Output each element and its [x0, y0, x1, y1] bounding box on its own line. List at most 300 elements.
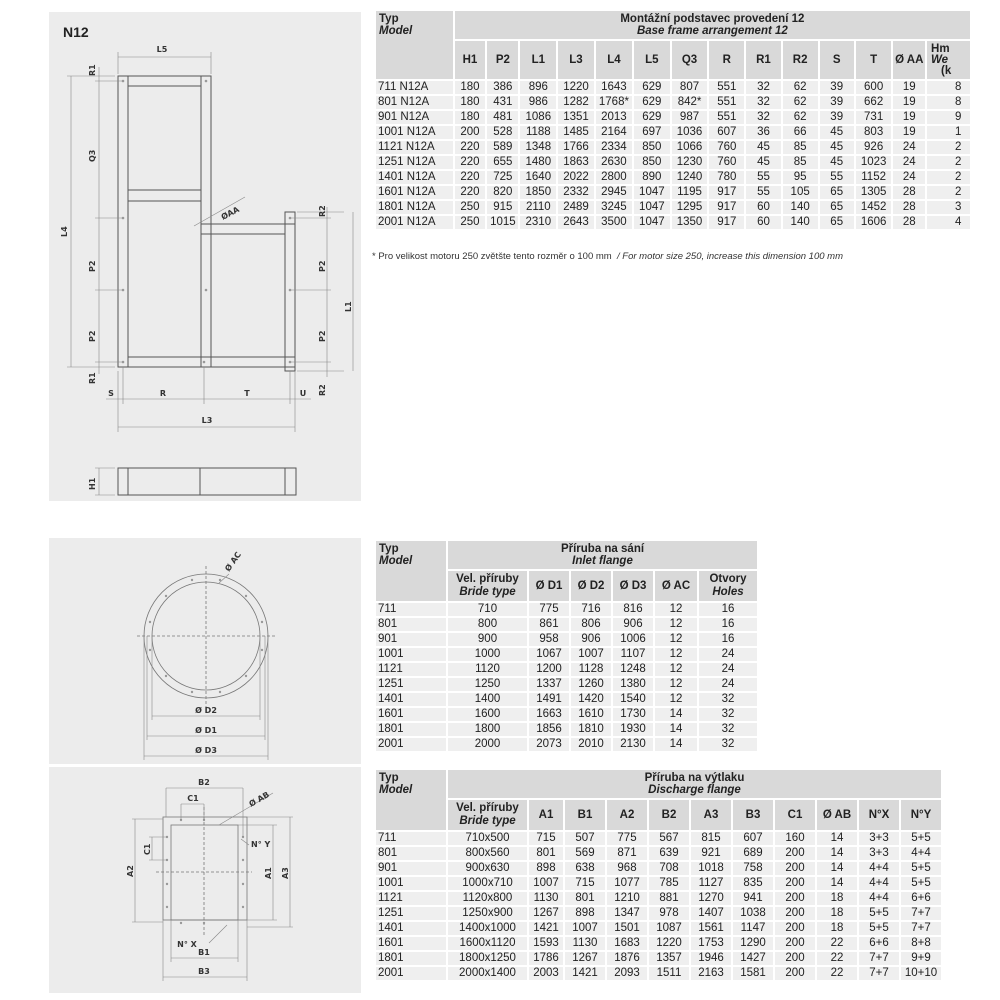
value-cell: 1230: [672, 156, 708, 169]
value-cell: 820: [487, 186, 518, 199]
value-cell: 815: [691, 832, 731, 845]
value-cell: 6+6: [901, 892, 941, 905]
bride-header-cz: Vel. příruby: [456, 802, 519, 814]
value-cell: 12: [655, 678, 697, 691]
value-cell: 1348: [520, 141, 556, 154]
value-cell: 5+5: [859, 922, 899, 935]
value-cell: 1015: [487, 216, 518, 229]
value-cell: 62: [783, 81, 818, 94]
table-row: [376, 678, 757, 691]
column-header: A1: [529, 800, 563, 830]
model-cell: 711 N12A: [376, 81, 453, 94]
group-header-en: Discharge flange: [648, 784, 741, 796]
dim-label-L5: L5: [156, 45, 168, 54]
bride-header-en: Bride type: [459, 815, 516, 827]
weight-cell: 9: [927, 111, 970, 124]
weight-column-header: [927, 41, 970, 79]
value-cell: 14: [817, 847, 857, 860]
value-cell: 629: [634, 96, 670, 109]
dim-label-R: R: [159, 389, 167, 398]
value-cell: 60: [746, 216, 780, 229]
value-cell: 1683: [607, 937, 647, 950]
dim-label-R1: R1: [88, 64, 97, 76]
model-header-cz: Typ: [379, 13, 399, 25]
value-cell: 1267: [565, 952, 605, 965]
value-cell: 2130: [613, 738, 653, 751]
column-header: T: [856, 41, 892, 79]
value-cell: 32: [746, 111, 780, 124]
value-cell: 12: [655, 648, 697, 661]
value-cell: 3+3: [859, 832, 899, 845]
value-cell: 14: [655, 723, 697, 736]
inlet-flange-drawing-panel: [49, 538, 361, 764]
value-cell: 567: [649, 832, 689, 845]
value-cell: 780: [709, 171, 744, 184]
value-cell: 14: [655, 738, 697, 751]
holes-header: [699, 571, 757, 601]
group-header: [448, 770, 941, 798]
column-header: P2: [487, 41, 518, 79]
value-cell: 2332: [558, 186, 594, 199]
value-cell: 45: [746, 141, 780, 154]
value-cell: 39: [820, 96, 854, 109]
value-cell: 7+7: [859, 967, 899, 980]
column-header: N°Y: [901, 800, 941, 830]
dim-label-D3: Ø D3: [195, 746, 217, 755]
value-cell: 941: [733, 892, 773, 905]
value-cell: 5+5: [901, 862, 941, 875]
discharge-flange-table: [374, 768, 943, 982]
model-cell: 801 N12A: [376, 96, 453, 109]
group-header: [455, 11, 970, 39]
value-cell: 14: [655, 708, 697, 721]
value-cell: 22: [817, 967, 857, 980]
value-cell: 36: [746, 126, 780, 139]
value-cell: 4+4: [901, 847, 941, 860]
base-frame-table: [374, 9, 972, 231]
value-cell: 1407: [691, 907, 731, 920]
value-cell: 1220: [649, 937, 689, 950]
value-cell: 32: [746, 96, 780, 109]
table-row: [376, 952, 941, 965]
inlet-flange-drawing: [49, 538, 361, 764]
value-cell: 1540: [613, 693, 653, 706]
value-cell: 5+5: [859, 907, 899, 920]
value-cell: 2093: [607, 967, 647, 980]
value-cell: 65: [820, 201, 854, 214]
model-cell: 1251 N12A: [376, 156, 453, 169]
value-cell: 3+3: [859, 847, 899, 860]
value-cell: 7+7: [901, 907, 941, 920]
value-cell: 1380: [613, 678, 653, 691]
value-cell: 1768*: [596, 96, 632, 109]
value-cell: 986: [520, 96, 556, 109]
group-header-en: Inlet flange: [572, 555, 633, 567]
column-header: B3: [733, 800, 773, 830]
model-cell: 801: [376, 618, 446, 631]
table-row: [376, 832, 941, 845]
holes-cell: 16: [699, 633, 757, 646]
bride-cell: 1600x1120: [448, 937, 527, 950]
value-cell: 1351: [558, 111, 594, 124]
value-cell: 898: [565, 907, 605, 920]
group-header: [448, 541, 757, 569]
weight-cell: 2: [927, 141, 970, 154]
value-cell: 607: [733, 832, 773, 845]
value-cell: 160: [775, 832, 815, 845]
table-row: [376, 937, 941, 950]
bride-cell: 1400x1000: [448, 922, 527, 935]
value-cell: 715: [565, 877, 605, 890]
value-cell: 6+6: [859, 937, 899, 950]
bride-cell: 1120: [448, 663, 527, 676]
discharge-flange-drawing: [49, 767, 361, 993]
value-cell: 60: [746, 201, 780, 214]
value-cell: 2010: [571, 738, 611, 751]
value-cell: 12: [655, 663, 697, 676]
value-cell: 655: [487, 156, 518, 169]
value-cell: 1581: [733, 967, 773, 980]
value-cell: 1128: [571, 663, 611, 676]
inlet-flange-table: [374, 539, 759, 753]
value-cell: 1127: [691, 877, 731, 890]
value-cell: 1420: [571, 693, 611, 706]
value-cell: 28: [893, 201, 925, 214]
weight-cell: 8: [927, 96, 970, 109]
table-row: [376, 186, 970, 199]
dim-label-P2: P2: [88, 330, 97, 342]
value-cell: 551: [709, 96, 744, 109]
value-cell: 19: [893, 111, 925, 124]
table-row: [376, 201, 970, 214]
value-cell: 528: [487, 126, 518, 139]
value-cell: 1248: [613, 663, 653, 676]
column-header: S: [820, 41, 854, 79]
value-cell: 1086: [520, 111, 556, 124]
value-cell: 200: [775, 877, 815, 890]
value-cell: 662: [856, 96, 892, 109]
value-cell: 906: [613, 618, 653, 631]
value-cell: 45: [820, 141, 854, 154]
model-cell: 2001: [376, 738, 446, 751]
value-cell: 1421: [529, 922, 563, 935]
value-cell: 65: [820, 186, 854, 199]
value-cell: 12: [655, 618, 697, 631]
model-cell: 1001: [376, 648, 446, 661]
column-header: L4: [596, 41, 632, 79]
bride-cell: 710x500: [448, 832, 527, 845]
dim-label-L1: L1: [344, 301, 353, 312]
value-cell: 1863: [558, 156, 594, 169]
value-cell: 775: [529, 603, 569, 616]
value-cell: 1856: [529, 723, 569, 736]
weight-header-line: Hm: [931, 42, 950, 55]
value-cell: 1876: [607, 952, 647, 965]
holes-cell: 24: [699, 663, 757, 676]
dim-label-S: S: [108, 389, 114, 398]
value-cell: 45: [820, 156, 854, 169]
table-row: [376, 892, 941, 905]
dim-label-L3: L3: [201, 416, 213, 425]
holes-cell: 32: [699, 723, 757, 736]
table-row: [376, 633, 757, 646]
value-cell: 250: [455, 201, 486, 214]
value-cell: 1047: [634, 216, 670, 229]
dim-label-Q3: Q3: [88, 149, 97, 162]
value-cell: 19: [893, 96, 925, 109]
value-cell: 1260: [571, 678, 611, 691]
column-header: B2: [649, 800, 689, 830]
value-cell: 2800: [596, 171, 632, 184]
value-cell: 2003: [529, 967, 563, 980]
table-row: [376, 603, 757, 616]
column-header: Ø D1: [529, 571, 569, 601]
value-cell: 850: [634, 156, 670, 169]
group-header-cz: Příruba na sání: [560, 543, 645, 555]
value-cell: 1930: [613, 723, 653, 736]
value-cell: 629: [634, 111, 670, 124]
value-cell: 18: [817, 892, 857, 905]
dim-label-C1: C1: [143, 843, 152, 855]
value-cell: 19: [893, 81, 925, 94]
column-header: C1: [775, 800, 815, 830]
model-cell: 1001: [376, 877, 446, 890]
value-cell: 28: [893, 186, 925, 199]
table-row: [376, 738, 757, 751]
weight-cell: 4: [927, 216, 970, 229]
bride-header-en: Bride type: [459, 586, 516, 598]
model-cell: 1601 N12A: [376, 186, 453, 199]
value-cell: 1270: [691, 892, 731, 905]
value-cell: 220: [455, 171, 486, 184]
value-cell: 1606: [856, 216, 892, 229]
value-cell: 431: [487, 96, 518, 109]
model-header-en: Model: [379, 784, 413, 796]
value-cell: 1305: [856, 186, 892, 199]
bride-cell: 1400: [448, 693, 527, 706]
value-cell: 2630: [596, 156, 632, 169]
value-cell: 200: [455, 126, 486, 139]
value-cell: 4+4: [859, 862, 899, 875]
value-cell: 200: [775, 862, 815, 875]
value-cell: 55: [746, 171, 780, 184]
model-cell: 2001 N12A: [376, 216, 453, 229]
value-cell: 1350: [672, 216, 708, 229]
dim-label-B2: B2: [198, 778, 210, 787]
bride-cell: 1250: [448, 678, 527, 691]
value-cell: 1786: [529, 952, 563, 965]
value-cell: 1023: [856, 156, 892, 169]
bride-cell: 710: [448, 603, 527, 616]
value-cell: 1107: [613, 648, 653, 661]
value-cell: 1421: [565, 967, 605, 980]
value-cell: 22: [817, 937, 857, 950]
holes-cell: 24: [699, 648, 757, 661]
model-header-en: Model: [379, 25, 413, 37]
value-cell: 861: [529, 618, 569, 631]
model-header: [376, 541, 446, 601]
drawing-title: N12: [63, 24, 89, 40]
holes-cell: 16: [699, 618, 757, 631]
value-cell: 3500: [596, 216, 632, 229]
column-header: L1: [520, 41, 556, 79]
model-cell: 711: [376, 832, 446, 845]
value-cell: 589: [487, 141, 518, 154]
value-cell: 45: [746, 156, 780, 169]
value-cell: 785: [649, 877, 689, 890]
value-cell: 1491: [529, 693, 569, 706]
model-cell: 1801: [376, 952, 446, 965]
value-cell: 760: [709, 141, 744, 154]
value-cell: 917: [709, 186, 744, 199]
dim-label-A3: A3: [281, 867, 290, 879]
table-row: [376, 618, 757, 631]
value-cell: 200: [775, 892, 815, 905]
value-cell: 898: [529, 862, 563, 875]
bride-header-cz: Vel. příruby: [456, 573, 519, 585]
value-cell: 14: [817, 877, 857, 890]
value-cell: 2334: [596, 141, 632, 154]
value-cell: 24: [893, 156, 925, 169]
value-cell: 1282: [558, 96, 594, 109]
table-row: [376, 847, 941, 860]
value-cell: 1267: [529, 907, 563, 920]
value-cell: 12: [655, 603, 697, 616]
value-cell: 32: [746, 81, 780, 94]
value-cell: 1152: [856, 171, 892, 184]
base-frame-table-clip: [0, 0, 972, 260]
model-header: [376, 770, 446, 830]
dim-label-A2: A2: [126, 865, 135, 877]
value-cell: 65: [820, 216, 854, 229]
value-cell: 842*: [672, 96, 708, 109]
table-row: [376, 141, 970, 154]
value-cell: 1200: [529, 663, 569, 676]
table-row: [376, 862, 941, 875]
holes-header-cz: Otvory: [709, 573, 747, 585]
value-cell: 220: [455, 156, 486, 169]
dim-label-T: T: [244, 389, 250, 398]
value-cell: 55: [746, 186, 780, 199]
value-cell: 1007: [529, 877, 563, 890]
column-header: A2: [607, 800, 647, 830]
model-cell: 1401: [376, 922, 446, 935]
value-cell: 2310: [520, 216, 556, 229]
value-cell: 1850: [520, 186, 556, 199]
value-cell: 386: [487, 81, 518, 94]
dim-label-NX: N° X: [177, 940, 197, 949]
bride-cell: 800x560: [448, 847, 527, 860]
value-cell: 507: [565, 832, 605, 845]
model-header-cz: Typ: [379, 772, 399, 784]
column-header: N°X: [859, 800, 899, 830]
value-cell: 835: [733, 877, 773, 890]
model-cell: 1801 N12A: [376, 201, 453, 214]
value-cell: 4+4: [859, 877, 899, 890]
value-cell: 915: [487, 201, 518, 214]
value-cell: 95: [783, 171, 818, 184]
bride-cell: 800: [448, 618, 527, 631]
value-cell: 24: [893, 141, 925, 154]
model-cell: 1251: [376, 907, 446, 920]
value-cell: 629: [634, 81, 670, 94]
bride-cell: 1000x710: [448, 877, 527, 890]
value-cell: 1077: [607, 877, 647, 890]
value-cell: 2163: [691, 967, 731, 980]
table-row: [376, 126, 970, 139]
weight-cell: 8: [927, 81, 970, 94]
column-header: Ø D3: [613, 571, 653, 601]
bride-cell: 1800: [448, 723, 527, 736]
model-cell: 901: [376, 633, 446, 646]
holes-cell: 32: [699, 693, 757, 706]
bride-header: [448, 571, 527, 601]
value-cell: 1210: [607, 892, 647, 905]
value-cell: 760: [709, 156, 744, 169]
value-cell: 1337: [529, 678, 569, 691]
value-cell: 2643: [558, 216, 594, 229]
value-cell: 4+4: [859, 892, 899, 905]
bride-cell: 900x630: [448, 862, 527, 875]
value-cell: 896: [520, 81, 556, 94]
model-cell: 1121 N12A: [376, 141, 453, 154]
model-cell: 801: [376, 847, 446, 860]
value-cell: 850: [634, 141, 670, 154]
value-cell: 62: [783, 96, 818, 109]
value-cell: 600: [856, 81, 892, 94]
table-row: [376, 907, 941, 920]
column-header: Ø AA: [893, 41, 925, 79]
dim-label-D2: Ø D2: [195, 706, 217, 715]
value-cell: 1753: [691, 937, 731, 950]
value-cell: 1087: [649, 922, 689, 935]
value-cell: 987: [672, 111, 708, 124]
dim-label-P2: P2: [88, 260, 97, 272]
value-cell: 1066: [672, 141, 708, 154]
value-cell: 180: [455, 81, 486, 94]
table-row: [376, 111, 970, 124]
table-row: [376, 693, 757, 706]
value-cell: 551: [709, 111, 744, 124]
value-cell: 1810: [571, 723, 611, 736]
model-cell: 1401: [376, 693, 446, 706]
value-cell: 968: [607, 862, 647, 875]
dim-label-L4: L4: [60, 226, 69, 237]
value-cell: 775: [607, 832, 647, 845]
bride-cell: 2000x1400: [448, 967, 527, 980]
value-cell: 1018: [691, 862, 731, 875]
bride-cell: 1250x900: [448, 907, 527, 920]
value-cell: 8+8: [901, 937, 941, 950]
holes-cell: 32: [699, 708, 757, 721]
value-cell: 816: [613, 603, 653, 616]
value-cell: 807: [672, 81, 708, 94]
weight-cell: 1: [927, 126, 970, 139]
value-cell: 180: [455, 111, 486, 124]
value-cell: 5+5: [901, 877, 941, 890]
table-row: [376, 723, 757, 736]
value-cell: 1561: [691, 922, 731, 935]
model-cell: 1121: [376, 663, 446, 676]
table-row: [376, 96, 970, 109]
column-header: R2: [783, 41, 818, 79]
value-cell: 1036: [672, 126, 708, 139]
footnote: [372, 251, 843, 262]
value-cell: 806: [571, 618, 611, 631]
value-cell: 200: [775, 922, 815, 935]
value-cell: 62: [783, 111, 818, 124]
value-cell: 220: [455, 186, 486, 199]
